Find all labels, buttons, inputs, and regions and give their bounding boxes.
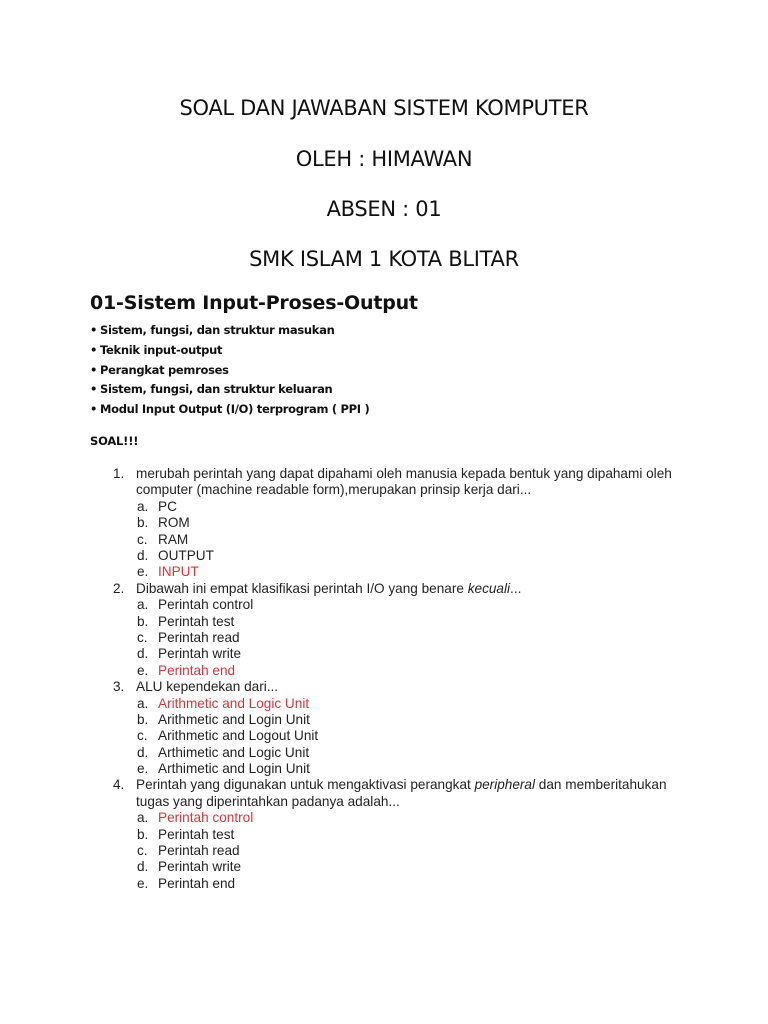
question-3: [0, 679, 768, 777]
option-b: b. ROM: [137, 515, 190, 531]
question-number: 1.: [113, 466, 125, 481]
option-d: d. Perintah write: [137, 859, 242, 875]
absen-line: ABSEN : 01: [326, 197, 442, 221]
option-a: a. PC: [137, 498, 177, 514]
topic-item: • Sistem, fungsi, dan struktur masukan: [90, 321, 369, 341]
option-b: b. Perintah test: [137, 826, 235, 842]
correct-answer: Perintah control: [158, 810, 254, 826]
correct-answer: Perintah end: [158, 662, 236, 678]
option-e-answer: e. Perintah end: [137, 662, 236, 678]
question-number: 2.: [113, 580, 125, 596]
topic-list: [90, 321, 369, 420]
option-e: e. Perintah end: [137, 875, 236, 891]
question-text: 2. Dibawah ini empat klasifikasi perintah I/O yang benare kecuali...: [113, 580, 522, 596]
option-b: b. Arithmetic and Login Unit: [137, 711, 310, 727]
question-number: 3.: [113, 679, 125, 695]
option-c: c. Arithmetic and Logout Unit: [137, 728, 319, 744]
section-heading: 01-Sistem Input-Proses-Output: [90, 292, 418, 314]
option-d: d. OUTPUT: [137, 547, 214, 563]
correct-answer: INPUT: [158, 564, 199, 580]
question-text: 1. merubah perintah yang dapat dipahami oleh manusia kepada bentuk yang dipahami oleh computer (machine readable form),merupakan prinsip kerja dari...: [113, 466, 672, 498]
bullet-icon: •: [90, 323, 98, 337]
question-number: 4.: [113, 777, 125, 793]
option-a-answer: a. Arithmetic and Logic Unit: [137, 695, 310, 711]
question-text: 3. ALU kependekan dari...: [113, 679, 279, 695]
author-line: OLEH : HIMAWAN: [295, 147, 473, 171]
option-a: a. Perintah control: [137, 597, 254, 613]
soal-label: SOAL!!!: [90, 434, 139, 448]
question-2: [0, 581, 768, 679]
bullet-icon: •: [90, 402, 98, 417]
question-1: [0, 466, 768, 581]
option-c: c. Perintah read: [137, 629, 240, 645]
bullet-icon: •: [90, 362, 98, 377]
option-e-answer: e. INPUT: [137, 564, 199, 580]
correct-answer: Arithmetic and Logic Unit: [158, 695, 310, 711]
option-c: c. Perintah read: [137, 843, 240, 859]
option-b: b. Perintah test: [137, 613, 235, 629]
topic-item: • Perangkat pemroses: [90, 361, 369, 381]
question-4: [0, 777, 768, 892]
option-d: d. Arthimetic and Logic Unit: [137, 744, 310, 760]
school-line: SMK ISLAM 1 KOTA BLITAR: [249, 247, 519, 271]
question-text: 4. Perintah yang digunakan untuk mengaktivasi perangkat peripheral dan memberitahukan tugas yang diperintahkan padanya adalah...: [113, 777, 667, 809]
bullet-icon: •: [90, 382, 98, 397]
option-c: c. RAM: [137, 531, 189, 547]
option-a-answer: a. Perintah control: [137, 810, 254, 826]
question-list: [0, 466, 768, 892]
topic-item: • Teknik input-output: [90, 341, 369, 361]
topic-item: • Modul Input Output (I/O) terprogram ( PPI ): [90, 400, 369, 420]
option-e: e. Arthimetic and Login Unit: [137, 761, 310, 777]
document-title: SOAL DAN JAWABAN SISTEM KOMPUTER: [179, 96, 589, 120]
option-d: d. Perintah write: [137, 646, 242, 662]
bullet-icon: •: [90, 342, 98, 357]
topic-item: • Sistem, fungsi, dan struktur keluaran: [90, 380, 369, 400]
